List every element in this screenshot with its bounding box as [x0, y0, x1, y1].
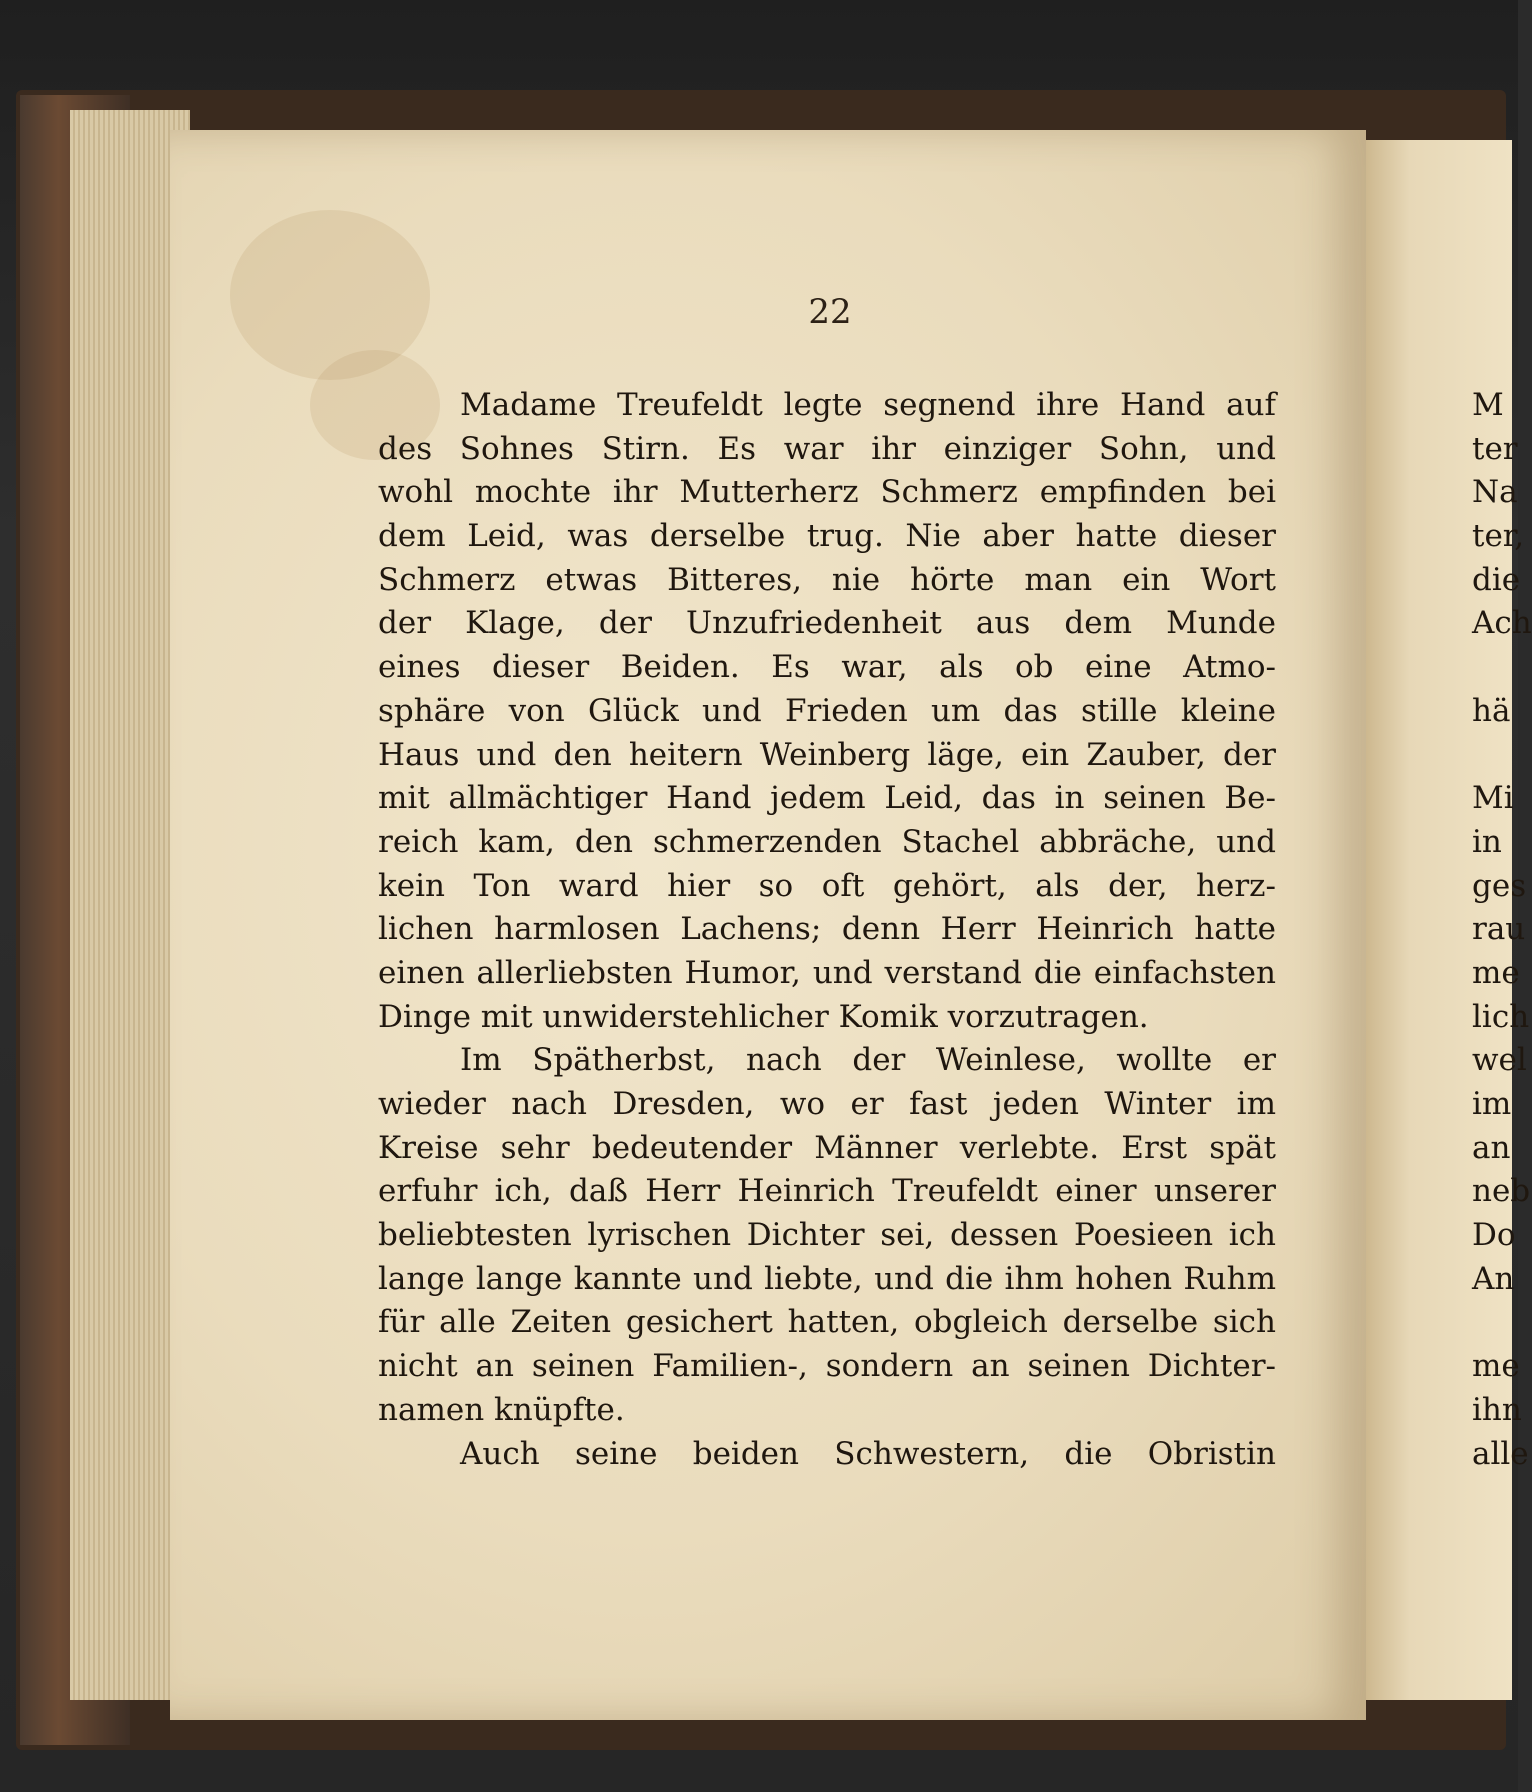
text-line: sphäre von Glück und Frieden um das stille kleine	[378, 692, 1276, 729]
text-line: lange lange kannte und liebte, und die ihm hohen Ruhm	[378, 1260, 1276, 1297]
text-line: erfuhr ich, daß Herr Heinrich Treufeldt einer unserer	[378, 1173, 1276, 1210]
facing-fragment: Mi	[1472, 780, 1514, 817]
text-line: Haus und den heitern Weinberg läge, ein Zauber, der	[378, 736, 1276, 773]
facing-fragment: alle	[1472, 1435, 1529, 1472]
facing-fragment	[1472, 734, 1512, 778]
facing-fragment: ter,	[1472, 518, 1525, 555]
text-line: Madame Treufeldt legte segnend ihre Hand auf	[460, 387, 1276, 423]
facing-fragment: ihn	[1472, 1391, 1522, 1428]
text-line: lichen harmlosen Lachens; denn Herr Heinrich hatte	[378, 911, 1276, 948]
facing-fragment: M	[1472, 387, 1504, 423]
facing-fragment: lich	[1472, 998, 1530, 1035]
text-line: eines dieser Beiden. Es war, als ob eine Atmo-	[378, 649, 1276, 686]
facing-fragment: hä	[1472, 692, 1511, 729]
facing-fragment: neb	[1472, 1173, 1531, 1210]
text-line: einen allerliebsten Humor, und verstand die einfachsten	[378, 954, 1276, 991]
text-line: wohl mochte ihr Mutterherz Schmerz empfinden bei	[378, 474, 1276, 511]
text-line: mit allmächtiger Hand jedem Leid, das in seinen Be-	[378, 780, 1276, 817]
facing-fragment: im	[1472, 1086, 1512, 1122]
text-line: Im Spätherbst, nach der Weinlese, wollte er	[460, 1042, 1276, 1079]
facing-page-text	[1472, 384, 1532, 1476]
facing-fragment: Na	[1472, 474, 1518, 511]
text-line: Kreise sehr bedeutender Männer verlebte. Erst spät	[378, 1129, 1276, 1166]
text-line: kein Ton ward hier so oft gehört, als der, herz-	[378, 867, 1276, 904]
text-line: Dinge mit unwiderstehlicher Komik vorzutragen.	[378, 998, 1149, 1035]
text-line: reich kam, den schmerzenden Stachel abbräche, und	[378, 823, 1276, 860]
facing-fragment	[1472, 1301, 1512, 1345]
facing-fragment: An	[1472, 1260, 1515, 1297]
page-text	[378, 384, 1276, 1476]
text-line: Schmerz etwas Bitteres, nie hörte man ein Wort	[378, 561, 1276, 598]
facing-fragment: me	[1472, 954, 1520, 991]
facing-fragment: wel	[1472, 1042, 1527, 1079]
text-line: der Klage, der Unzufriedenheit aus dem Munde	[378, 605, 1276, 642]
facing-fragment: me	[1472, 1348, 1520, 1385]
text-line: beliebtesten lyrischen Dichter sei, dessen Poesieen ich	[378, 1217, 1276, 1254]
text-line: namen knüpfte.	[378, 1391, 625, 1428]
facing-fragment: Ach	[1472, 605, 1532, 642]
text-line: für alle Zeiten gesichert hatten, obgleich derselbe sich	[378, 1304, 1276, 1341]
text-line: des Sohnes Stirn. Es war ihr einziger Sohn, und	[378, 430, 1276, 467]
text-line: Auch seine beiden Schwestern, die Obristin	[460, 1435, 1276, 1472]
facing-fragment: rau	[1472, 911, 1526, 948]
facing-fragment: die	[1472, 561, 1521, 598]
facing-fragment	[1472, 646, 1512, 690]
text-line: nicht an seinen Familien-, sondern an seinen Dichter-	[378, 1348, 1276, 1385]
text-line: wieder nach Dresden, wo er fast jeden Winter im	[378, 1086, 1276, 1122]
facing-fragment: ges	[1472, 867, 1527, 904]
facing-fragment: Do	[1472, 1217, 1516, 1254]
facing-fragment: ter	[1472, 430, 1518, 467]
page-number: 22	[808, 292, 852, 332]
facing-fragment: in	[1472, 823, 1502, 860]
facing-fragment: an	[1472, 1129, 1511, 1166]
text-line: dem Leid, was derselbe trug. Nie aber hatte dieser	[378, 518, 1276, 555]
